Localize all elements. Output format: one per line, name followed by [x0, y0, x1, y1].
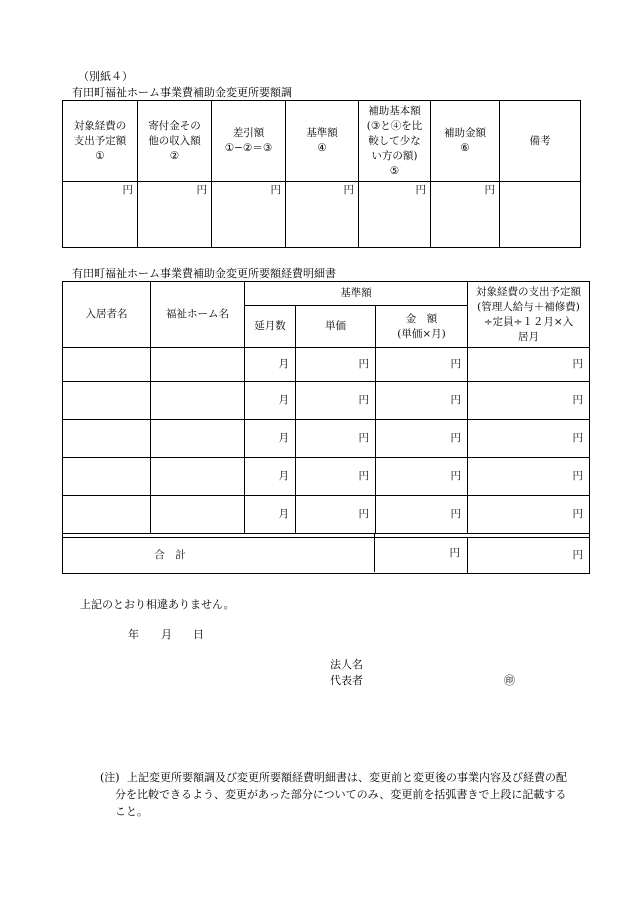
amount-cell: 円: [376, 458, 468, 496]
unit-price-cell: 円: [296, 458, 376, 496]
note-line-1: 上記変更所要額調及び変更所要額経費明細書は、変更前と変更後の事業内容及び経費の配: [127, 771, 567, 784]
attachment-label: （別紙４）: [78, 70, 133, 83]
header-amount: 金 額 (単価×月): [376, 306, 468, 348]
header-standard-amount: 基準額 ④: [286, 101, 359, 182]
header-remarks: 備考: [500, 101, 581, 182]
value-cell-4: 円: [286, 182, 359, 248]
header-base-subsidy: 補助基本額 (③と④を比 較して少な い方の額) ⑤: [359, 101, 431, 182]
value-cell-6: 円: [431, 182, 500, 248]
note-line-3: こと。: [115, 805, 148, 818]
date-month-label: 月: [161, 628, 172, 641]
months-cell: 月: [245, 348, 296, 382]
header-difference: 差引額 ①−②＝③: [212, 101, 286, 182]
table1-header-row: [63, 101, 581, 182]
unit-price-cell: 円: [296, 420, 376, 458]
seal-mark-icon: ㊞: [504, 674, 515, 687]
header-expense-planned: 対象経費の 支出予定額 ①: [63, 101, 138, 182]
table1-value-row: [63, 182, 581, 248]
months-cell: 月: [245, 496, 296, 534]
header-months: 延月数: [245, 306, 296, 348]
value-cell-5: 円: [359, 182, 431, 248]
target-cell: 円: [468, 420, 590, 458]
target-cell: 円: [468, 382, 590, 420]
table-row: [63, 382, 590, 420]
amount-cell: 円: [376, 348, 468, 382]
value-cell-3: 円: [212, 182, 286, 248]
date-year-label: 年: [128, 628, 139, 641]
header-home-name: 福祉ホーム名: [151, 282, 245, 348]
table-row: [63, 348, 590, 382]
budget-summary-table: [62, 100, 581, 248]
target-cell: 円: [468, 458, 590, 496]
total-label: 合 計: [63, 538, 468, 574]
header-donation-income: 寄付金その 他の収入額 ②: [138, 101, 212, 182]
months-cell: 月: [245, 458, 296, 496]
table-row: [63, 496, 590, 534]
note-line-2: 分を比較できるよう、変更があった部分についてのみ、変更前を括弧書きで上段に記載する: [115, 788, 567, 801]
header-subsidy-amount: 補助金額 ⑥: [431, 101, 500, 182]
value-cell-remarks: [500, 182, 581, 248]
total-row: [63, 538, 590, 574]
total-target-cell: 円: [468, 538, 590, 574]
header-target-expense: 対象経費の支出予定額 (管理人給与＋補修費) ÷定員÷１２月×入 居月: [468, 282, 590, 348]
certification-text: 上記のとおり相違ありません。: [80, 598, 235, 611]
note-marker: (注): [100, 771, 120, 784]
header-resident-name: 入居者名: [63, 282, 151, 348]
table-row: [63, 420, 590, 458]
months-cell: 月: [245, 382, 296, 420]
unit-price-cell: 円: [296, 348, 376, 382]
date-day-label: 日: [193, 628, 204, 641]
table2-title: 有田町福祉ホーム事業費補助金変更所要額経費明細書: [72, 267, 336, 280]
target-cell: 円: [468, 496, 590, 534]
amount-cell: 円: [376, 382, 468, 420]
amount-cell: 円: [376, 496, 468, 534]
header-unit-price: 単価: [296, 306, 376, 348]
representative-label: 代表者: [330, 674, 363, 687]
expense-detail-table: [62, 281, 590, 574]
total-amount-cell: 円: [449, 547, 460, 559]
unit-price-cell: 円: [296, 496, 376, 534]
table-row: [63, 458, 590, 496]
amount-cell: 円: [376, 420, 468, 458]
corporation-name-label: 法人名: [330, 658, 363, 671]
value-cell-1: 円: [63, 182, 138, 248]
table1-title: 有田町福祉ホーム事業費補助金変更所要額調: [72, 86, 292, 99]
value-cell-2: 円: [138, 182, 212, 248]
target-cell: 円: [468, 348, 590, 382]
months-cell: 月: [245, 420, 296, 458]
unit-price-cell: 円: [296, 382, 376, 420]
header-standard: 基準額: [245, 282, 468, 306]
